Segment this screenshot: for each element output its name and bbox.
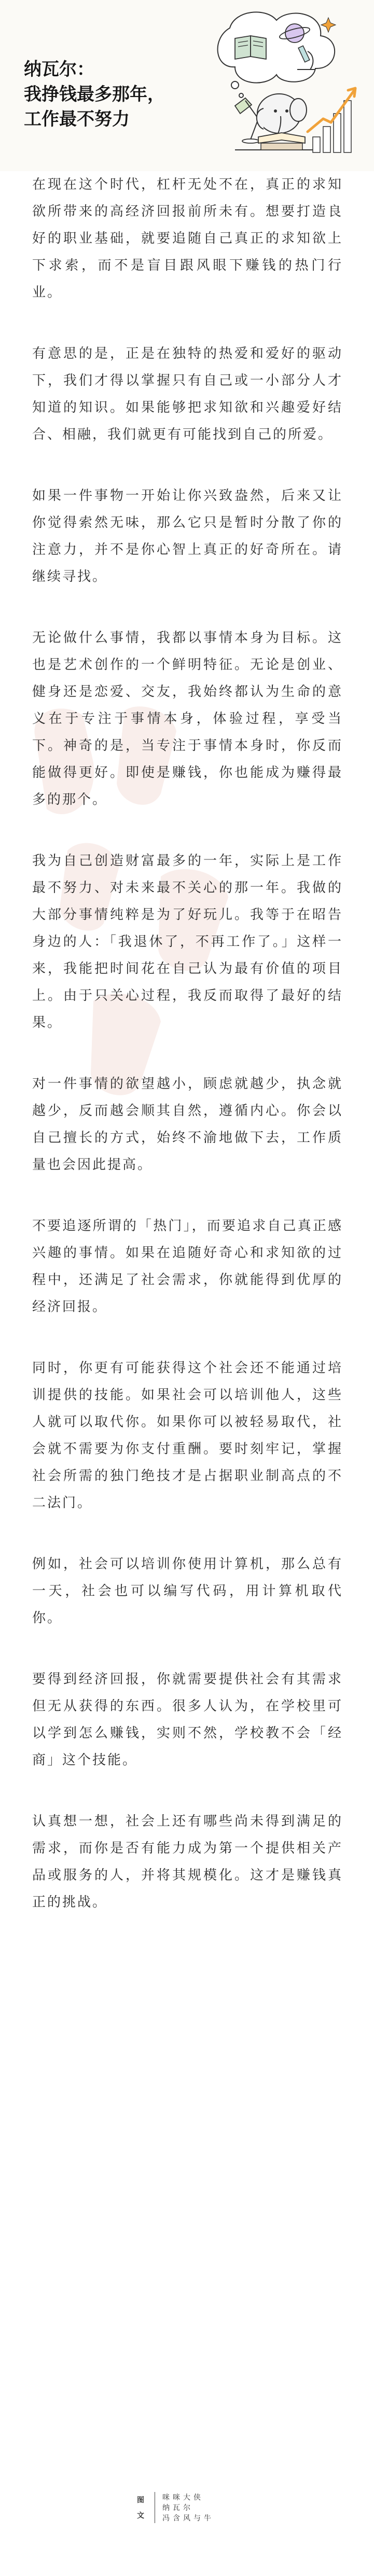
paragraph: 对一件事情的欲望越小，顾虑就越少，执念就越少，反而越会顺其自然，遵循内心。你会以自己擅长的方式，始终不渝地做下去，工作质量也会因此提高。	[32, 1076, 343, 1173]
desk-lamp-icon	[235, 98, 259, 143]
paragraph: 同时，你更有可能获得这个社会还不能通过培训提供的技能。如果社会可以培训他人，这些人就可以取代你。如果你可以被轻易取代，社会就不需要为你支付重酬。要时刻牢记，掌握社会所需的独门绝技才是占据职业制高点的不二法门。	[32, 1360, 343, 1511]
credit-names	[155, 2492, 221, 2523]
paragraph: 例如，社会可以培训你使用计算机，那么总有一天，社会也可以编写代码，用计算机取代你。	[32, 1556, 343, 1626]
credit-block	[130, 2492, 221, 2523]
title-line: 纳瓦尔：	[24, 59, 94, 80]
paragraph: 有意思的是，正是在独特的热爱和爱好的驱动下，我们才得以掌握只有自己或一小部分人才知道的知识。如果能够把求知欲和兴趣爱好结合、相融，我们就更有可能找到自己的所爱。	[32, 346, 343, 442]
credit-text-author-2: 冯含风与牛	[162, 2514, 214, 2523]
credit-label-text: 文	[137, 2512, 147, 2520]
paragraph: 不要追逐所谓的「热门」，而要追求自己真正感兴趣的事情。如果在追随好奇心和求知欲的过程中，还满足了社会需求，你就能得到优厚的经济回报。	[32, 1218, 343, 1315]
header-banner	[0, 0, 374, 171]
title-line: 工作最不努力	[24, 109, 130, 130]
paragraph: 要得到经济回报，你就需要提供社会有其需求但无从获得的东西。很多人认为，在学校里可以学到怎么赚钱，实则不然，学校教不会「经商」这个技能。	[32, 1672, 343, 1768]
paragraph: 无论做什么事情，我都以事情本身为目标。这也是艺术创作的一个鲜明特征。无论是创业、健身还是恋爱、交友，我始终都认为生命的意义在于专注于事情本身，体验过程，享受当下。神奇的是，当专注于事情本身时，你反而能做得更好。即使是赚钱，你也能成为赚得最多的那个。	[32, 630, 343, 807]
page-title	[24, 57, 165, 132]
growth-chart-icon	[308, 88, 355, 152]
paragraph: 在现在这个时代，杠杆无处不在，真正的求知欲所带来的高经济回报前所未有。想要打造良好的职业基础，就要追随自己真正的求知欲上下求索，而不是盲目跟风眼下赚钱的热门行业。	[32, 177, 343, 300]
credit-label-image: 图	[137, 2496, 147, 2504]
credits-footer	[0, 2469, 374, 2562]
credit-labels	[130, 2492, 155, 2523]
book-icon	[235, 36, 266, 59]
title-line: 我挣钱最多那年，	[24, 84, 165, 105]
credit-text-author-1: 纳瓦尔	[162, 2504, 193, 2512]
paragraph: 认真想一想，社会上还有哪些尚未得到满足的需求，而你是否有能力成为第一个提供相关产品或服务的人，并将其规模化。这才是赚钱真正的挑战。	[32, 1814, 343, 1910]
paragraph: 如果一件事物一开始让你兴致盎然，后来又让你觉得索然无味，那么它只是暂时分散了你的注意力，并不是你心智上真正的好奇所在。请继续寻找。	[32, 488, 343, 584]
article-body	[0, 171, 374, 1916]
paragraph: 我为自己创造财富最多的一年，实际上是工作最不努力、对未来最不关心的那一年。我做的大部分事情纯粹是为了好玩儿。我等于在昭告身边的人：「我退休了，不再工作了。」这样一来，我能把时间花在自己认为最有价值的项目上。由于只关心过程，我反而取得了最好的结果。	[32, 853, 343, 1031]
credit-image-author: 咪咪大侠	[162, 2494, 204, 2502]
elephant-reading-illustration	[157, 7, 365, 163]
